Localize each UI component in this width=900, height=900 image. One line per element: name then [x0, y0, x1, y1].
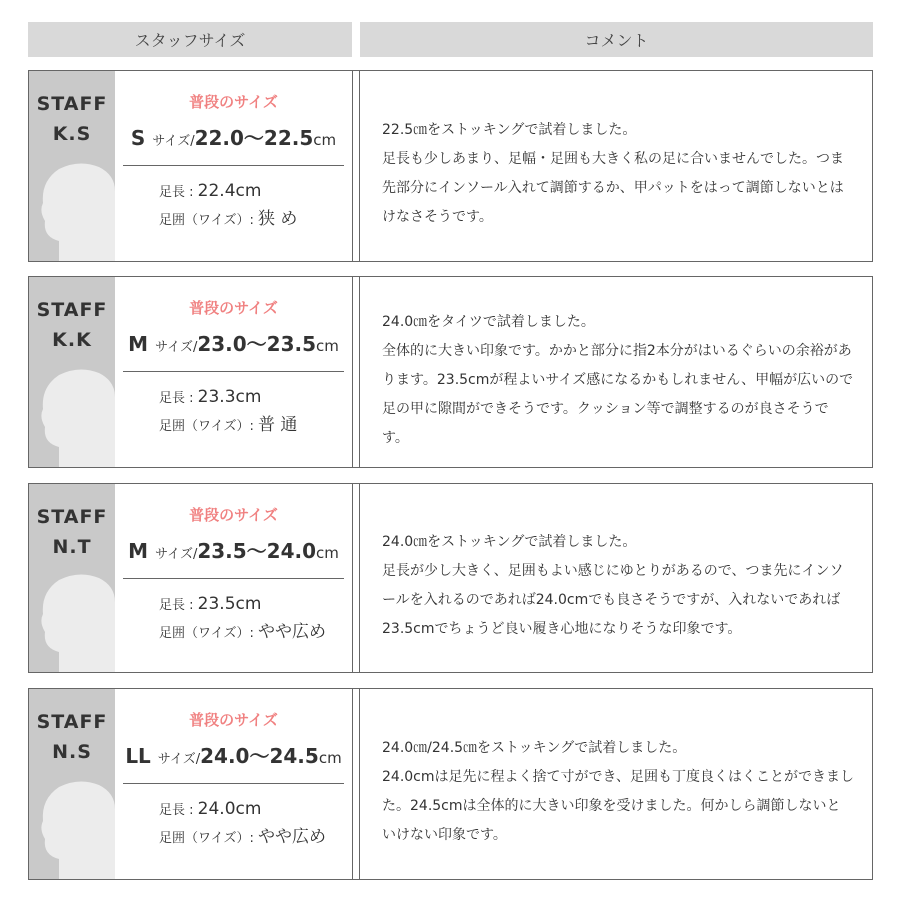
foot-width: やや広め	[258, 827, 326, 847]
foot-measurements	[123, 178, 344, 234]
foot-length: 22.4cm	[197, 181, 262, 201]
staff-label: STAFF	[36, 506, 108, 528]
size-word: サイズ/	[157, 752, 201, 767]
comment-line: 24.0㎝/24.5㎝をストッキングで試着しました。	[382, 740, 687, 756]
usual-size-label: 普段のサイズ	[189, 711, 278, 729]
size-range: 23.0〜23.5	[197, 332, 317, 356]
usual-size-label: 普段のサイズ	[189, 93, 278, 111]
comment-body: 24.0cmは足先に程よく捨て寸ができ、足囲も丁度良くはくことができました。24.5cmは全体的に大きい印象を受けました。何かしら調節しないといけない印象です。	[382, 769, 854, 843]
foot-measurements	[123, 384, 344, 440]
comment-body: 全体的に大きい印象です。かかと部分に指2本分がはいるぐらいの余裕があります。23.5cmが程よいサイズ感になるかもしれません、甲幅が広いので足の甲に隙間ができそうです。クッション等で調整するのが良さそうです。	[382, 342, 854, 446]
header-label: スタッフサイズ	[134, 31, 246, 50]
size-range: 24.0〜24.5	[200, 744, 319, 768]
staff-label: STAFF	[36, 299, 108, 321]
staff-panel	[29, 484, 115, 672]
staff-card	[28, 276, 873, 468]
foot-length-label: 足長 :	[159, 803, 198, 818]
staff-initials: N.T	[52, 536, 92, 558]
silhouette-icon	[29, 759, 115, 879]
foot-length-label: 足長 :	[159, 185, 198, 200]
size-info	[115, 71, 353, 261]
divider	[123, 783, 344, 784]
size-word: サイズ/	[154, 340, 198, 355]
foot-measurements	[123, 796, 344, 852]
size-unit: cm	[316, 337, 339, 355]
header-comment	[360, 22, 873, 57]
foot-width-label: 足囲（ワイズ）:	[159, 831, 258, 846]
comment	[359, 484, 872, 672]
comment	[359, 689, 872, 879]
divider	[123, 371, 344, 372]
divider	[123, 165, 344, 166]
staff-card	[28, 688, 873, 880]
staff-name	[29, 707, 115, 767]
foot-width: やや広め	[258, 622, 326, 642]
header-staff-size	[28, 22, 352, 57]
size-letter: M	[128, 332, 149, 356]
foot-length: 24.0cm	[197, 799, 262, 819]
comment	[359, 277, 872, 467]
comment-line: 22.5㎝をストッキングで試着しました。	[382, 122, 637, 138]
usual-size	[123, 122, 344, 151]
foot-width: 普 通	[258, 415, 298, 435]
size-word: サイズ/	[152, 134, 195, 149]
size-range: 23.5〜24.0	[197, 539, 317, 563]
comment	[359, 71, 872, 261]
silhouette-icon	[29, 552, 115, 672]
foot-width-label: 足囲（ワイズ）:	[159, 419, 258, 434]
size-info	[115, 484, 353, 672]
staff-name	[29, 89, 115, 149]
usual-size	[123, 535, 344, 564]
size-unit: cm	[318, 749, 342, 767]
comment-line: 24.0㎝をストッキングで試着しました。	[382, 534, 637, 550]
comment-body: 足長も少しあまり、足幅・足囲も大きく私の足に合いませんでした。つま先部分にインソール入れて調節するか、甲パットをはって調節しないとはけなさそうです。	[382, 151, 844, 225]
staff-initials: K.S	[52, 123, 92, 145]
comment-body: 足長が少し大きく、足囲もよい感じにゆとりがあるので、つま先にインソールを入れるのであれば24.0cmでも良さそうですが、入れないであれば23.5cmでちょうど良い履き心地になりそうな印象です。	[382, 563, 844, 637]
staff-card	[28, 483, 873, 673]
foot-length: 23.3cm	[197, 387, 262, 407]
size-letter: S	[130, 126, 146, 150]
foot-length-label: 足長 :	[159, 598, 198, 613]
staff-initials: K.K	[52, 329, 92, 351]
size-letter: M	[128, 539, 149, 563]
foot-measurements	[123, 591, 344, 647]
staff-card	[28, 70, 873, 262]
usual-size-label: 普段のサイズ	[189, 506, 278, 524]
foot-length: 23.5cm	[197, 594, 262, 614]
foot-width-label: 足囲（ワイズ）:	[159, 213, 258, 228]
silhouette-icon	[29, 141, 115, 261]
size-unit: cm	[316, 544, 339, 562]
comment-line: 24.0㎝をタイツで試着しました。	[382, 313, 595, 330]
size-word: サイズ/	[154, 547, 198, 562]
usual-size-label: 普段のサイズ	[189, 299, 278, 317]
size-info	[115, 689, 353, 879]
silhouette-icon	[29, 347, 115, 467]
staff-name	[29, 502, 115, 562]
usual-size	[123, 740, 344, 769]
staff-panel	[29, 71, 115, 261]
staff-panel	[29, 277, 115, 467]
staff-panel	[29, 689, 115, 879]
size-info	[115, 277, 353, 467]
foot-width-label: 足囲（ワイズ）:	[159, 626, 258, 641]
size-letter: LL	[125, 744, 151, 768]
size-unit: cm	[313, 131, 337, 149]
staff-name	[29, 295, 115, 355]
staff-initials: N.S	[52, 741, 92, 763]
staff-label: STAFF	[36, 93, 108, 115]
divider	[123, 578, 344, 579]
foot-length-label: 足長 :	[159, 391, 198, 406]
staff-label: STAFF	[36, 711, 108, 733]
size-range: 22.0〜22.5	[194, 126, 314, 150]
header-label: コメント	[584, 31, 649, 50]
foot-width: 狭 め	[258, 209, 298, 229]
usual-size	[123, 328, 344, 357]
